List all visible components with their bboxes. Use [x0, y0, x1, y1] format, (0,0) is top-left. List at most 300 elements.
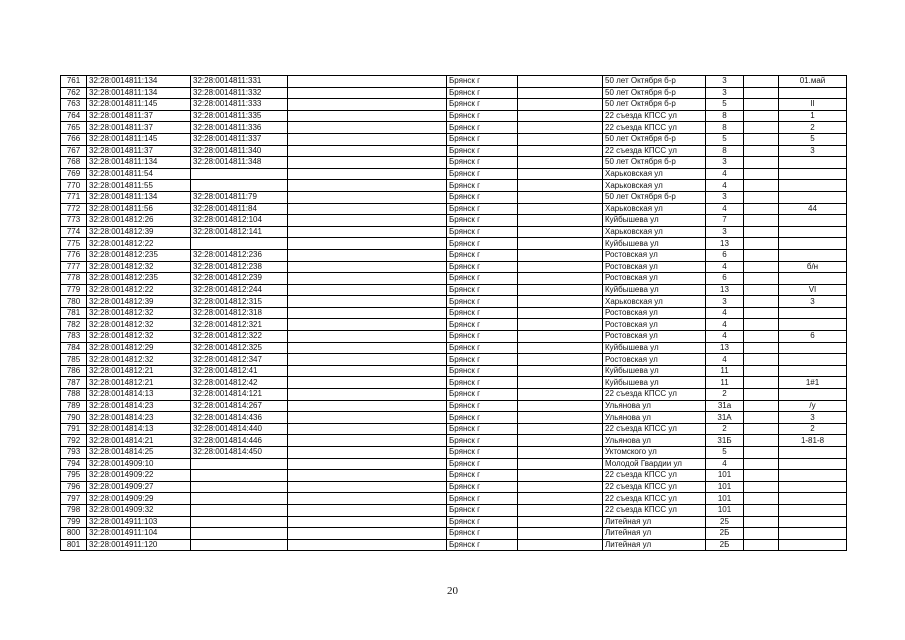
cell-city: Брянск г: [447, 191, 518, 203]
cell-cadastral-object: 32:28:0014814:436: [191, 412, 288, 424]
cell-row-number: 788: [61, 389, 87, 401]
cell-street: Куйбышева ул: [603, 284, 706, 296]
cell-cadastral-parcel: 32:28:0014909:22: [87, 470, 191, 482]
cell-blank-col-b: [518, 423, 603, 435]
cell-blank-col-c: [744, 284, 779, 296]
cell-city: Брянск г: [447, 203, 518, 215]
table-row: [61, 261, 847, 273]
cell-blank-col-c: [744, 435, 779, 447]
cell-blank-col-b: [518, 122, 603, 134]
cell-blank-col-a: [288, 470, 447, 482]
cell-city: Брянск г: [447, 87, 518, 99]
cell-cadastral-parcel: 32:28:0014812:32: [87, 307, 191, 319]
cell-flat-number: 1-81-8: [779, 435, 847, 447]
cell-blank-col-a: [288, 342, 447, 354]
cell-city: Брянск г: [447, 331, 518, 343]
cell-cadastral-object: 32:28:0014814:121: [191, 389, 288, 401]
cell-street: Куйбышева ул: [603, 342, 706, 354]
cell-street: 50 лет Октября б-р: [603, 133, 706, 145]
cell-city: Брянск г: [447, 226, 518, 238]
cell-blank-col-b: [518, 354, 603, 366]
cell-cadastral-parcel: 32:28:0014911:104: [87, 528, 191, 540]
cell-city: Брянск г: [447, 354, 518, 366]
cell-flat-number: [779, 447, 847, 459]
cell-street: Ростовская ул: [603, 261, 706, 273]
cell-flat-number: [779, 354, 847, 366]
cell-blank-col-b: [518, 110, 603, 122]
cell-cadastral-object: [191, 516, 288, 528]
cell-city: Брянск г: [447, 365, 518, 377]
cell-cadastral-object: [191, 238, 288, 250]
cell-row-number: 763: [61, 99, 87, 111]
cell-house-number: 7: [706, 215, 744, 227]
cell-house-number: 31а: [706, 400, 744, 412]
cell-cadastral-object: 32:28:0014812:318: [191, 307, 288, 319]
cell-blank-col-a: [288, 331, 447, 343]
cell-blank-col-a: [288, 493, 447, 505]
cell-house-number: 4: [706, 203, 744, 215]
cell-house-number: 3: [706, 226, 744, 238]
cell-cadastral-parcel: 32:28:0014812:22: [87, 284, 191, 296]
cell-city: Брянск г: [447, 504, 518, 516]
cell-blank-col-c: [744, 389, 779, 401]
cell-city: Брянск г: [447, 122, 518, 134]
cell-blank-col-b: [518, 342, 603, 354]
cell-blank-col-c: [744, 249, 779, 261]
cell-row-number: 774: [61, 226, 87, 238]
cell-blank-col-c: [744, 215, 779, 227]
cell-city: Брянск г: [447, 342, 518, 354]
cell-flat-number: 6: [779, 331, 847, 343]
cell-blank-col-c: [744, 122, 779, 134]
cell-blank-col-c: [744, 331, 779, 343]
table-row: [61, 296, 847, 308]
cell-cadastral-parcel: 32:28:0014812:22: [87, 238, 191, 250]
cell-blank-col-b: [518, 481, 603, 493]
cell-cadastral-object: [191, 168, 288, 180]
cell-blank-col-c: [744, 412, 779, 424]
cell-city: Брянск г: [447, 238, 518, 250]
table-row: [61, 226, 847, 238]
cell-row-number: 793: [61, 447, 87, 459]
cell-blank-col-c: [744, 447, 779, 459]
cell-row-number: 780: [61, 296, 87, 308]
cell-cadastral-object: 32:28:0014812:321: [191, 319, 288, 331]
cell-cadastral-object: 32:28:0014811:337: [191, 133, 288, 145]
cell-flat-number: [779, 493, 847, 505]
cell-flat-number: 2: [779, 122, 847, 134]
cell-house-number: 2Б: [706, 528, 744, 540]
cell-cadastral-object: 32:28:0014811:84: [191, 203, 288, 215]
cell-street: Литейная ул: [603, 516, 706, 528]
cell-blank-col-b: [518, 493, 603, 505]
cell-city: Брянск г: [447, 296, 518, 308]
cell-blank-col-c: [744, 354, 779, 366]
cell-flat-number: 01.май: [779, 76, 847, 88]
cell-cadastral-object: 32:28:0014812:238: [191, 261, 288, 273]
cell-blank-col-a: [288, 99, 447, 111]
cell-city: Брянск г: [447, 435, 518, 447]
cell-row-number: 796: [61, 481, 87, 493]
cell-flat-number: [779, 215, 847, 227]
cell-blank-col-c: [744, 423, 779, 435]
table-row: [61, 145, 847, 157]
cell-blank-col-a: [288, 481, 447, 493]
cell-blank-col-c: [744, 145, 779, 157]
cell-cadastral-parcel: 32:28:0014811:134: [87, 87, 191, 99]
cell-flat-number: [779, 273, 847, 285]
cell-flat-number: /у: [779, 400, 847, 412]
cell-cadastral-parcel: 32:28:0014812:26: [87, 215, 191, 227]
cell-blank-col-b: [518, 458, 603, 470]
cell-blank-col-a: [288, 447, 447, 459]
cell-blank-col-a: [288, 365, 447, 377]
cell-house-number: 3: [706, 87, 744, 99]
cell-cadastral-object: 32:28:0014812:41: [191, 365, 288, 377]
cell-cadastral-parcel: 32:28:0014909:10: [87, 458, 191, 470]
cell-cadastral-object: 32:28:0014812:104: [191, 215, 288, 227]
cell-row-number: 782: [61, 319, 87, 331]
cell-cadastral-object: 32:28:0014812:239: [191, 273, 288, 285]
cell-blank-col-b: [518, 284, 603, 296]
cell-house-number: 6: [706, 249, 744, 261]
cell-blank-col-b: [518, 400, 603, 412]
cell-row-number: 792: [61, 435, 87, 447]
cell-row-number: 767: [61, 145, 87, 157]
cell-blank-col-b: [518, 226, 603, 238]
cell-city: Брянск г: [447, 377, 518, 389]
cell-row-number: 769: [61, 168, 87, 180]
cell-blank-col-b: [518, 87, 603, 99]
table-row: [61, 168, 847, 180]
cell-row-number: 766: [61, 133, 87, 145]
cell-street: Харьковская ул: [603, 168, 706, 180]
cell-blank-col-a: [288, 226, 447, 238]
cell-cadastral-parcel: 32:28:0014814:13: [87, 389, 191, 401]
cell-cadastral-object: 32:28:0014811:332: [191, 87, 288, 99]
cell-blank-col-c: [744, 191, 779, 203]
cell-blank-col-c: [744, 226, 779, 238]
cell-blank-col-b: [518, 447, 603, 459]
cell-blank-col-a: [288, 516, 447, 528]
cell-street: Ульянова ул: [603, 400, 706, 412]
cell-city: Брянск г: [447, 168, 518, 180]
cell-blank-col-a: [288, 87, 447, 99]
cell-house-number: 25: [706, 516, 744, 528]
table-row: [61, 493, 847, 505]
cell-street: Ростовская ул: [603, 307, 706, 319]
table-row: [61, 365, 847, 377]
cell-cadastral-object: 32:28:0014811:333: [191, 99, 288, 111]
cell-street: Куйбышева ул: [603, 377, 706, 389]
cell-flat-number: 44: [779, 203, 847, 215]
cell-cadastral-parcel: 32:28:0014812:235: [87, 249, 191, 261]
cell-flat-number: [779, 226, 847, 238]
cell-blank-col-c: [744, 261, 779, 273]
cell-blank-col-a: [288, 389, 447, 401]
cell-cadastral-parcel: 32:28:0014911:120: [87, 539, 191, 551]
cell-cadastral-object: 32:28:0014814:267: [191, 400, 288, 412]
cell-cadastral-parcel: 32:28:0014811:134: [87, 76, 191, 88]
cell-city: Брянск г: [447, 157, 518, 169]
table-row: [61, 528, 847, 540]
cell-flat-number: 3: [779, 296, 847, 308]
cell-street: Ульянова ул: [603, 435, 706, 447]
cell-flat-number: 3: [779, 412, 847, 424]
cell-flat-number: [779, 470, 847, 482]
cell-blank-col-b: [518, 528, 603, 540]
cell-blank-col-b: [518, 296, 603, 308]
cell-blank-col-b: [518, 238, 603, 250]
cell-row-number: 787: [61, 377, 87, 389]
cell-row-number: 791: [61, 423, 87, 435]
cell-cadastral-parcel: 32:28:0014812:29: [87, 342, 191, 354]
table-row: [61, 412, 847, 424]
cell-cadastral-parcel: 32:28:0014812:21: [87, 365, 191, 377]
table-row: [61, 238, 847, 250]
cell-row-number: 801: [61, 539, 87, 551]
cell-cadastral-parcel: 32:28:0014812:32: [87, 261, 191, 273]
cell-street: Уктомского ул: [603, 447, 706, 459]
cell-cadastral-object: 32:28:0014811:79: [191, 191, 288, 203]
cell-city: Брянск г: [447, 400, 518, 412]
cell-blank-col-a: [288, 539, 447, 551]
cell-house-number: 6: [706, 273, 744, 285]
cell-cadastral-parcel: 32:28:0014811:55: [87, 180, 191, 192]
cell-street: Ростовская ул: [603, 331, 706, 343]
cell-blank-col-b: [518, 539, 603, 551]
cell-blank-col-c: [744, 99, 779, 111]
cell-flat-number: [779, 516, 847, 528]
cell-street: 22 съезда КПСС ул: [603, 504, 706, 516]
cell-blank-col-a: [288, 435, 447, 447]
cell-city: Брянск г: [447, 261, 518, 273]
table-row: [61, 377, 847, 389]
cell-row-number: 786: [61, 365, 87, 377]
cell-row-number: 783: [61, 331, 87, 343]
cell-flat-number: 1: [779, 110, 847, 122]
cell-flat-number: [779, 319, 847, 331]
cell-city: Брянск г: [447, 493, 518, 505]
table-row: [61, 447, 847, 459]
cell-city: Брянск г: [447, 319, 518, 331]
cell-blank-col-b: [518, 99, 603, 111]
table-row: [61, 423, 847, 435]
cell-row-number: 798: [61, 504, 87, 516]
cell-cadastral-parcel: 32:28:0014812:39: [87, 226, 191, 238]
cell-house-number: 13: [706, 342, 744, 354]
cell-cadastral-object: 32:28:0014811:336: [191, 122, 288, 134]
cell-blank-col-a: [288, 215, 447, 227]
cell-city: Брянск г: [447, 307, 518, 319]
cell-house-number: 4: [706, 261, 744, 273]
cell-street: Ростовская ул: [603, 273, 706, 285]
table-body: [61, 76, 847, 551]
table-row: [61, 516, 847, 528]
cell-house-number: 5: [706, 99, 744, 111]
cell-cadastral-object: 32:28:0014811:331: [191, 76, 288, 88]
cell-street: Ульянова ул: [603, 412, 706, 424]
cell-flat-number: [779, 157, 847, 169]
cell-blank-col-a: [288, 423, 447, 435]
cell-row-number: 795: [61, 470, 87, 482]
cell-cadastral-object: 32:28:0014812:325: [191, 342, 288, 354]
cell-flat-number: [779, 180, 847, 192]
cell-cadastral-parcel: 32:28:0014814:23: [87, 400, 191, 412]
cell-street: 50 лет Октября б-р: [603, 76, 706, 88]
cell-house-number: 13: [706, 284, 744, 296]
cell-flat-number: 5: [779, 133, 847, 145]
cell-cadastral-parcel: 32:28:0014814:23: [87, 412, 191, 424]
cell-house-number: 11: [706, 377, 744, 389]
cell-blank-col-b: [518, 133, 603, 145]
cell-blank-col-a: [288, 133, 447, 145]
table-row: [61, 400, 847, 412]
cell-house-number: 2Б: [706, 539, 744, 551]
cell-cadastral-object: [191, 539, 288, 551]
cell-cadastral-parcel: 32:28:0014812:32: [87, 319, 191, 331]
cell-street: Ростовская ул: [603, 249, 706, 261]
table-row: [61, 110, 847, 122]
cell-blank-col-c: [744, 180, 779, 192]
cell-flat-number: [779, 528, 847, 540]
cell-blank-col-c: [744, 168, 779, 180]
cell-cadastral-object: [191, 481, 288, 493]
cell-flat-number: [779, 389, 847, 401]
cell-cadastral-parcel: 32:28:0014911:103: [87, 516, 191, 528]
table-row: [61, 435, 847, 447]
cell-house-number: 5: [706, 133, 744, 145]
cell-blank-col-a: [288, 458, 447, 470]
cell-row-number: 772: [61, 203, 87, 215]
cell-cadastral-parcel: 32:28:0014811:145: [87, 133, 191, 145]
cell-row-number: 771: [61, 191, 87, 203]
cell-blank-col-c: [744, 110, 779, 122]
cell-house-number: 3: [706, 296, 744, 308]
cell-blank-col-a: [288, 354, 447, 366]
cell-street: Молодой Гвардии ул: [603, 458, 706, 470]
table-row: [61, 203, 847, 215]
table-row: [61, 273, 847, 285]
cell-house-number: 31А: [706, 412, 744, 424]
cell-cadastral-parcel: 32:28:0014811:134: [87, 191, 191, 203]
cell-flat-number: [779, 365, 847, 377]
cell-street: Харьковская ул: [603, 180, 706, 192]
cell-flat-number: 3: [779, 145, 847, 157]
cell-blank-col-c: [744, 273, 779, 285]
cell-blank-col-b: [518, 516, 603, 528]
cell-cadastral-object: 32:28:0014812:244: [191, 284, 288, 296]
cell-flat-number: [779, 238, 847, 250]
cell-blank-col-a: [288, 191, 447, 203]
cell-street: 22 съезда КПСС ул: [603, 389, 706, 401]
cell-blank-col-a: [288, 319, 447, 331]
table-row: [61, 122, 847, 134]
cell-cadastral-parcel: 32:28:0014812:21: [87, 377, 191, 389]
cell-street: 22 съезда КПСС ул: [603, 493, 706, 505]
cell-blank-col-c: [744, 377, 779, 389]
cell-blank-col-a: [288, 157, 447, 169]
cell-street: 22 съезда КПСС ул: [603, 481, 706, 493]
cell-blank-col-c: [744, 528, 779, 540]
cell-cadastral-parcel: 32:28:0014812:235: [87, 273, 191, 285]
cell-city: Брянск г: [447, 516, 518, 528]
cell-row-number: 799: [61, 516, 87, 528]
cell-blank-col-b: [518, 145, 603, 157]
table-row: [61, 319, 847, 331]
cell-house-number: 4: [706, 319, 744, 331]
cell-flat-number: [779, 342, 847, 354]
cell-cadastral-object: 32:28:0014811:340: [191, 145, 288, 157]
cell-blank-col-b: [518, 435, 603, 447]
cell-blank-col-a: [288, 238, 447, 250]
cell-street: Ростовская ул: [603, 319, 706, 331]
cell-house-number: 4: [706, 458, 744, 470]
cell-blank-col-c: [744, 307, 779, 319]
cell-row-number: 770: [61, 180, 87, 192]
cell-house-number: 5: [706, 447, 744, 459]
cell-blank-col-c: [744, 365, 779, 377]
cell-house-number: 8: [706, 122, 744, 134]
table-row: [61, 215, 847, 227]
table-row: [61, 354, 847, 366]
cell-flat-number: [779, 458, 847, 470]
cell-flat-number: VI: [779, 284, 847, 296]
cell-blank-col-a: [288, 273, 447, 285]
cell-blank-col-c: [744, 516, 779, 528]
cell-blank-col-a: [288, 122, 447, 134]
cell-flat-number: [779, 191, 847, 203]
cell-cadastral-object: [191, 493, 288, 505]
table-row: [61, 76, 847, 88]
cell-cadastral-object: 32:28:0014811:335: [191, 110, 288, 122]
cell-street: 50 лет Октября б-р: [603, 87, 706, 99]
cell-blank-col-b: [518, 307, 603, 319]
cell-blank-col-b: [518, 168, 603, 180]
cell-flat-number: 2: [779, 423, 847, 435]
table-row: [61, 284, 847, 296]
cell-blank-col-b: [518, 215, 603, 227]
cell-blank-col-a: [288, 76, 447, 88]
cell-cadastral-parcel: 32:28:0014909:32: [87, 504, 191, 516]
cell-blank-col-a: [288, 504, 447, 516]
cell-house-number: 3: [706, 157, 744, 169]
table-row: [61, 157, 847, 169]
table-row: [61, 99, 847, 111]
cell-cadastral-parcel: 32:28:0014811:37: [87, 122, 191, 134]
cell-house-number: 4: [706, 180, 744, 192]
cell-cadastral-parcel: 32:28:0014811:54: [87, 168, 191, 180]
cell-flat-number: 1#1: [779, 377, 847, 389]
cell-blank-col-b: [518, 365, 603, 377]
cell-row-number: 776: [61, 249, 87, 261]
cell-house-number: 4: [706, 307, 744, 319]
cell-cadastral-object: [191, 504, 288, 516]
cell-row-number: 790: [61, 412, 87, 424]
cell-street: Харьковская ул: [603, 203, 706, 215]
cell-street: Харьковская ул: [603, 226, 706, 238]
table-row: [61, 342, 847, 354]
cell-house-number: 2: [706, 423, 744, 435]
cell-city: Брянск г: [447, 481, 518, 493]
cell-cadastral-parcel: 32:28:0014814:13: [87, 423, 191, 435]
cell-city: Брянск г: [447, 447, 518, 459]
cell-row-number: 800: [61, 528, 87, 540]
cell-blank-col-a: [288, 110, 447, 122]
cell-row-number: 777: [61, 261, 87, 273]
cell-house-number: 101: [706, 504, 744, 516]
cell-house-number: 8: [706, 110, 744, 122]
